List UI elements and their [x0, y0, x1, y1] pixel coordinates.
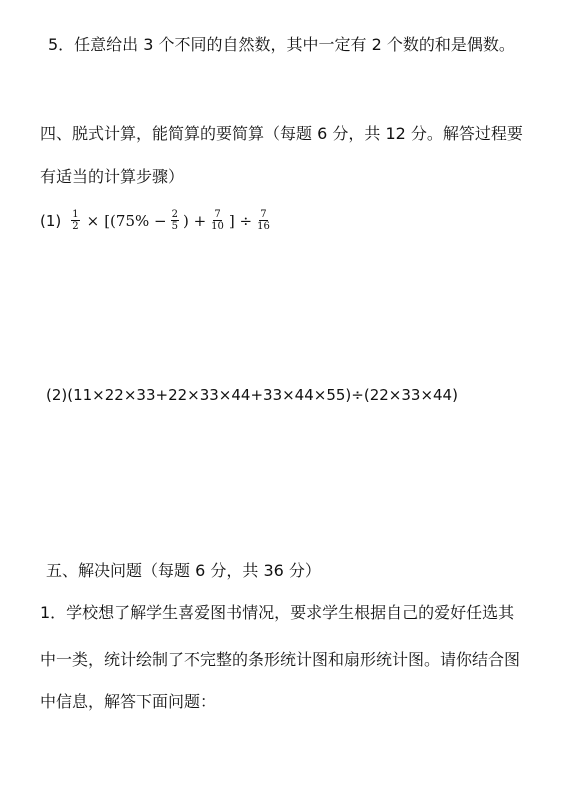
fraction-numerator: 7 [260, 209, 267, 220]
times-sign: × [86, 211, 100, 230]
section-5-question-1-line3: 中信息，解答下面问题： [40, 692, 217, 711]
fraction-numerator: 1 [72, 209, 79, 220]
fraction-denominator: 10 [211, 221, 224, 232]
problem-2-expression: (2)(11×22×33+22×33×44+33×44×55)÷(22×33×44) [46, 386, 458, 404]
middle-part: ) + [182, 211, 207, 230]
fraction-seven-tenths [210, 209, 225, 232]
fraction-denominator: 16 [257, 221, 270, 232]
fraction-numerator: 7 [214, 209, 221, 220]
problem-1-expression [40, 209, 273, 232]
section-5-heading: 五、解决问题（每题 6 分，共 36 分） [46, 561, 321, 580]
section-5-question-1-line1: 1．学校想了解学生喜爱图书情况，要求学生根据自己的爱好任选其 [40, 603, 515, 622]
fraction-denominator: 2 [72, 221, 79, 232]
fraction-one-half [71, 209, 79, 232]
open-bracket-part: [(75% − [104, 211, 167, 230]
fraction-seven-sixteenths [256, 209, 271, 232]
question-5-text: 5．任意给出 3 个不同的自然数，其中一定有 2 个数的和是偶数。 [48, 35, 515, 54]
fraction-two-fifths [171, 209, 179, 232]
problem-1-label: (1) [40, 211, 62, 230]
section-4-heading-line2: 有适当的计算步骤） [40, 167, 185, 186]
section-5-question-1-line2: 中一类，统计绘制了不完整的条形统计图和扇形统计图。请你结合图 [40, 650, 521, 669]
section-4-heading-line1: 四、脱式计算，能简算的要简算（每题 6 分，共 12 分。解答过程要 [40, 124, 523, 143]
fraction-numerator: 2 [171, 209, 178, 220]
close-bracket-part: ] ÷ [228, 211, 253, 230]
fraction-denominator: 5 [171, 221, 178, 232]
